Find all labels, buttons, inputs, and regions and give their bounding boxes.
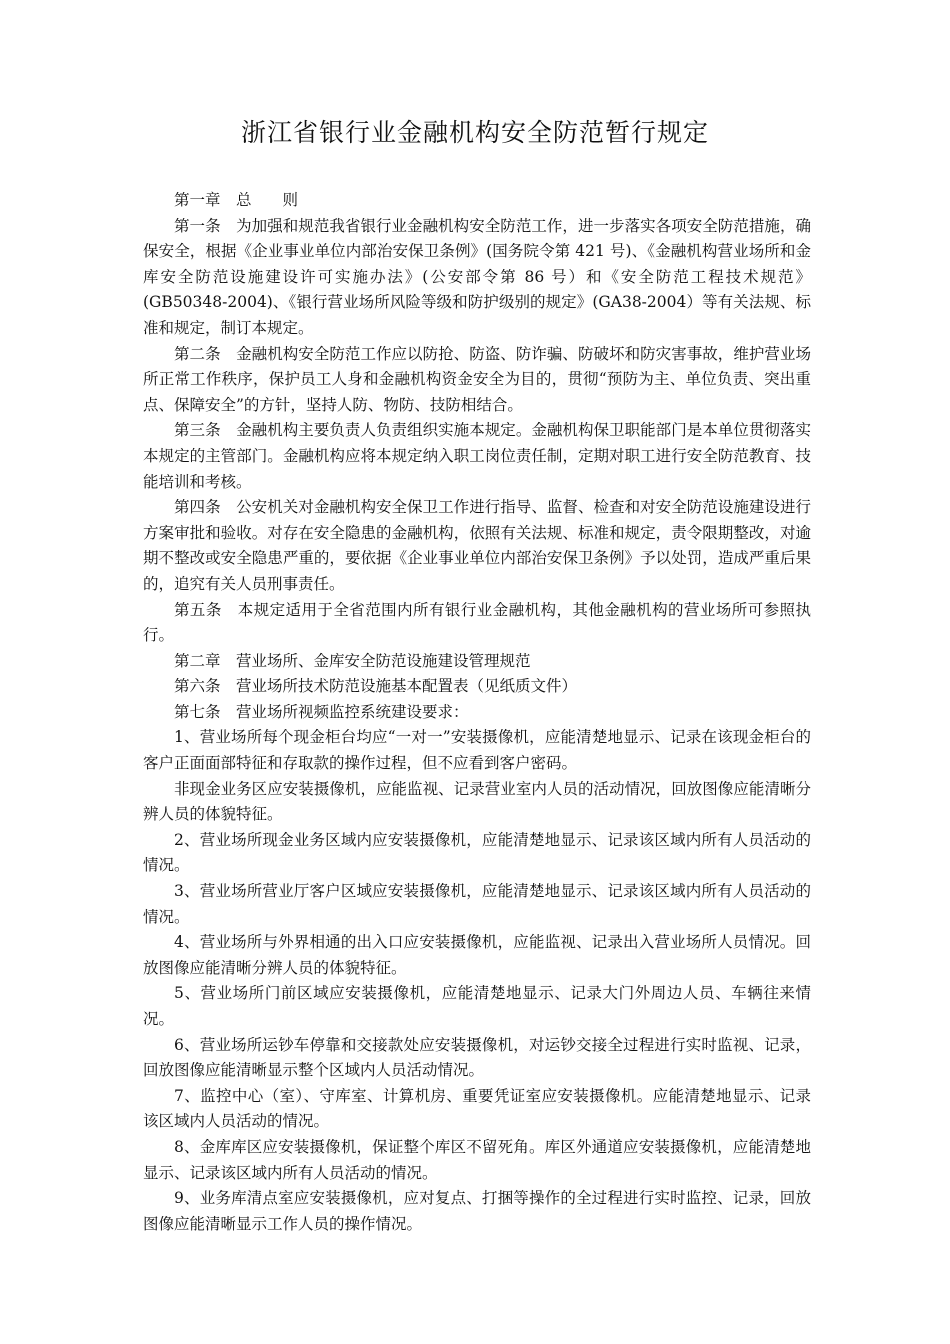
paragraph: 第六条 营业场所技术防范设施基本配置表（见纸质文件）: [174, 677, 578, 696]
list-item: 非现金业务区应安装摄像机，应能监视、记录营业室内人员的活动情况，回放图像应能清晰分辨人员的体貌特征。: [143, 779, 811, 824]
paragraph: 第二条 金融机构安全防范工作应以防抢、防盗、防诈骗、防破坏和防灾害事故，维护营业场所正常工作秩序，保护员工人身和金融机构资金安全为目的，贯彻“预防为主、单位负责、突出重点、保障安全”的方针，坚持人防、物防、技防相结合。: [143, 344, 811, 414]
paragraph: 第四条 公安机关对金融机构安全保卫工作进行指导、监督、检查和对安全防范设施建设进行方案审批和验收。对存在安全隐患的金融机构，依照有关法规、标准和规定，责令限期整改，对逾期不整改或安全隐患严重的，要依据《企业事业单位内部治安保卫条例》予以处罚，造成严重后果的，追究有关人员刑事责任。: [143, 498, 811, 593]
list-item: 6、营业场所运钞车停靠和交接款处应安装摄像机，对运钞交接全过程进行实时监视、记录，回放图像应能清晰显示整个区域内人员活动情况。: [143, 1035, 811, 1080]
list-item: 2、营业场所现金业务区域内应安装摄像机，应能清楚地显示、记录该区域内所有人员活动的情况。: [143, 830, 811, 875]
list-item: 3、营业场所营业厅客户区域应安装摄像机，应能清楚地显示、记录该区域内所有人员活动的情况。: [143, 882, 811, 926]
list-item: 8、金库库区应安装摄像机，保证整个库区不留死角。库区外通道应安装摄像机，应能清楚地显示、记录该区域内所有人员活动的情况。: [143, 1137, 811, 1182]
list-item: 7、监控中心（室）、守库室、计算机房、重要凭证室应安装摄像机。应能清楚地显示、记录该区域内人员活动的情况。: [143, 1086, 811, 1131]
paragraph: 第七条 营业场所视频监控系统建设要求：: [174, 702, 469, 721]
chapter-heading: 第二章 营业场所、金库安全防范设施建设管理规范: [174, 651, 531, 670]
chapter-heading: 第一章 总 则: [174, 191, 299, 209]
list-item: 1、营业场所每个现金柜台均应“一对一”安装摄像机，应能清楚地显示、记录在该现金柜台的客户正面面部特征和存取款的操作过程，但不应看到客户密码。: [143, 728, 811, 773]
document-body: [143, 188, 811, 1237]
paragraph: 第五条 本规定适用于全省范围内所有银行业金融机构，其他金融机构的营业场所可参照执行。: [143, 600, 811, 645]
paragraph: 第一条 为加强和规范我省银行业金融机构安全防范工作，进一步落实各项安全防范措施，确保安全，根据《企业事业单位内部治安保卫条例》(国务院令第 421 号)、《金融机构营业场所和金库安全防范设施建设许可实施办法》(公安部令第 86 号）和《安全防范工程技术规范》(GB50348-2004)、《银行营业场所风险等级和防护级别的规定》(GA38-2004）等有关法规、标准和规定，制订本规定。: [143, 216, 811, 337]
document-title: 浙江省银行业金融机构安全防范暂行规定: [240, 118, 709, 147]
list-item: 5、营业场所门前区域应安装摄像机，应能清楚地显示、记录大门外周边人员、车辆往来情况。: [143, 984, 811, 1028]
list-item: 9、业务库清点室应安装摄像机，应对复点、打捆等操作的全过程进行实时监控、记录，回放图像应能清晰显示工作人员的操作情况。: [143, 1189, 811, 1233]
paragraph: 第三条 金融机构主要负责人负责组织实施本规定。金融机构保卫职能部门是本单位贯彻落实本规定的主管部门。金融机构应将本规定纳入职工岗位责任制，定期对职工进行安全防范教育、技能培训和考核。: [143, 421, 811, 491]
list-item: 4、营业场所与外界相通的出入口应安装摄像机，应能监视、记录出入营业场所人员情况。回放图像应能清晰分辨人员的体貌特征。: [143, 933, 811, 977]
